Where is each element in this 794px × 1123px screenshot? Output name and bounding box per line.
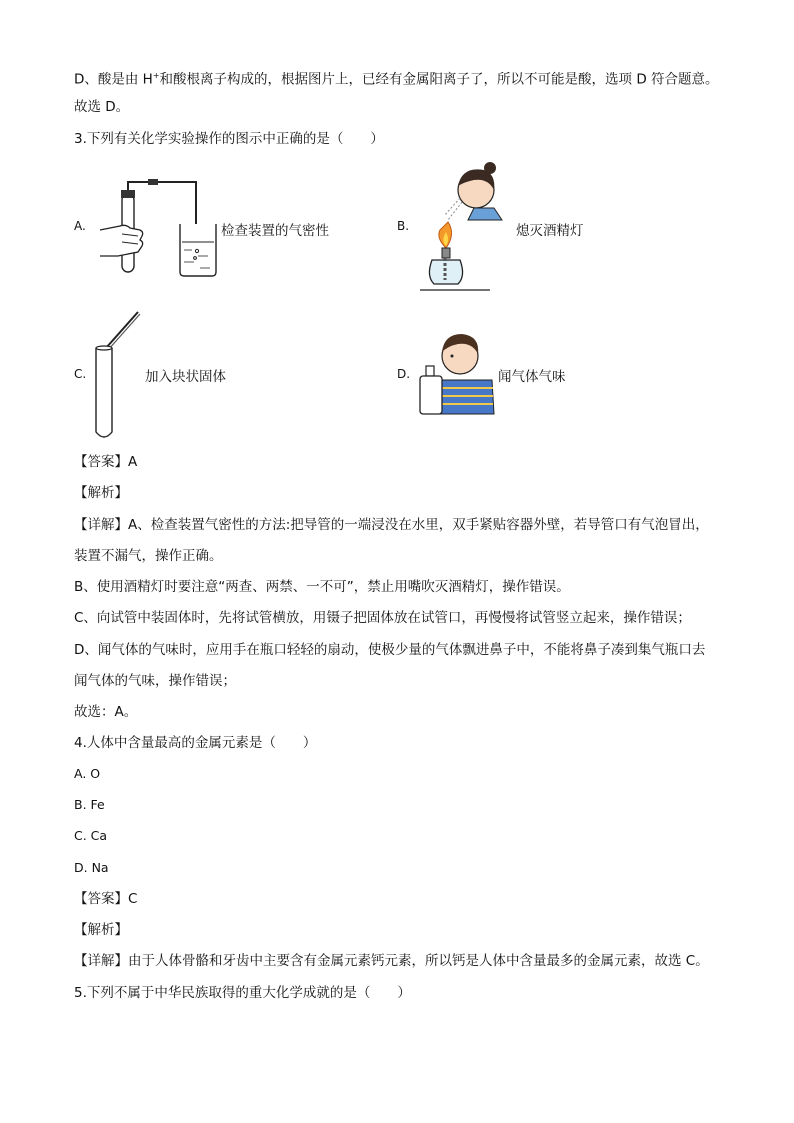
q3-answer: 【答案】A <box>74 454 138 470</box>
q3-detail-line-1: 【详解】A、检查装置气密性的方法:把导管的一端浸没在水里，双手紧贴容器外壁，若导管口有气泡冒出， <box>74 517 709 533</box>
q3-option-b-letter: B. <box>397 219 410 233</box>
q3-detail-line-4: C、向试管中装固体时，先将试管横放，用镊子把固体放在试管口，再慢慢将试管竖立起来，操作错误； <box>74 610 691 626</box>
q4-answer: 【答案】C <box>74 891 138 907</box>
q3-option-b-label: 熄灭酒精灯 <box>516 223 584 239</box>
q3-detail-line-2: 装置不漏气，操作正确。 <box>74 548 223 564</box>
q4-detail: 【详解】由于人体骨骼和牙齿中主要含有金属元素钙元素，所以钙是人体中含量最多的金属元素，故选 C。 <box>74 953 709 969</box>
q3-detail-line-3: B、使用酒精灯时要注意“两查、两禁、一不可”，禁止用嘴吹灭酒精灯，操作错误。 <box>74 579 570 595</box>
prev-conclusion: 故选 D。 <box>74 99 130 115</box>
q3-detail-line-6: 闻气体的气味，操作错误； <box>74 673 236 689</box>
q3-analysis-heading: 【解析】 <box>74 485 128 501</box>
q5-stem: 5.下列不属于中华民族取得的重大化学成就的是（ ） <box>74 985 411 1001</box>
q3-option-d-letter: D. <box>397 367 411 381</box>
smell-gas-illustration <box>418 328 496 418</box>
blow-out-lamp-illustration <box>418 160 510 298</box>
prev-option-d-explanation: D、酸是由 H+和酸根离子构成的，根据图片上，已经有金属阳离子了，所以不可能是酸，选项 D 符合题意。 <box>74 71 719 88</box>
q4-option-b: B. Fe <box>74 797 105 812</box>
q3-option-a-label: 检查装置的气密性 <box>221 223 329 239</box>
q3-stem: 3.下列有关化学实验操作的图示中正确的是（ ） <box>74 131 384 147</box>
q3-option-c-letter: C. <box>74 367 87 381</box>
q4-option-d: D. Na <box>74 860 109 875</box>
airtight-check-illustration <box>96 172 226 282</box>
q4-option-a: A. O <box>74 766 101 781</box>
q4-analysis-heading: 【解析】 <box>74 922 128 938</box>
q4-option-c: C. Ca <box>74 828 108 843</box>
q3-conclusion: 故选：A。 <box>74 704 138 720</box>
q4-stem: 4.人体中含量最高的金属元素是（ ） <box>74 735 317 751</box>
add-solid-illustration <box>92 308 148 442</box>
q3-option-a-letter: A. <box>74 219 86 233</box>
q3-option-c-label: 加入块状固体 <box>145 369 226 385</box>
q3-detail-line-5: D、闻气体的气味时，应用手在瓶口轻轻的扇动，使极少量的气体飘进鼻子中，不能将鼻子凑到集气瓶口去 <box>74 642 706 658</box>
q3-option-d-label: 闻气体气味 <box>498 369 566 385</box>
